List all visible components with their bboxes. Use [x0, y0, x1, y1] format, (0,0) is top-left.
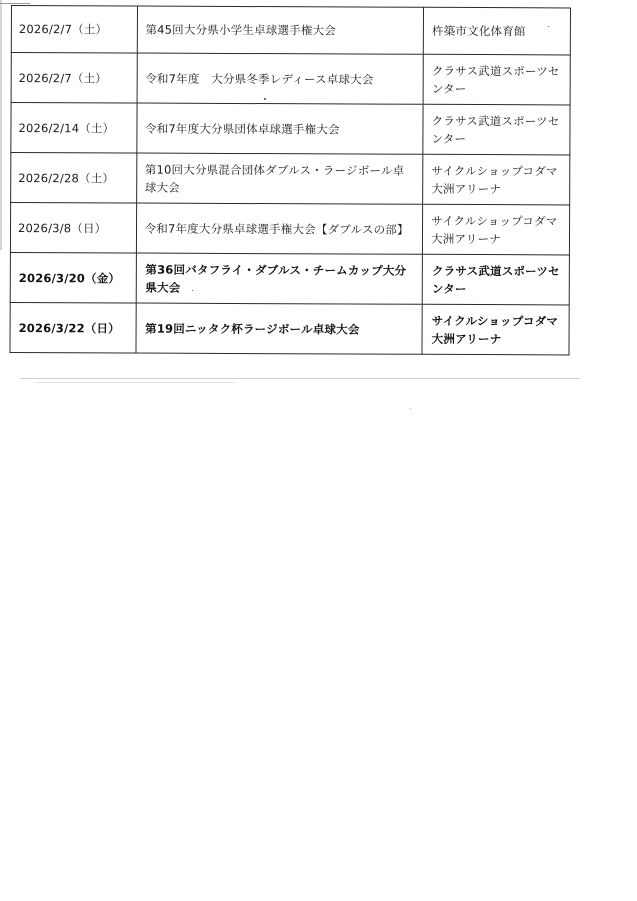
venue-cell: サイクルショップコダマ大洲アリーナ [423, 204, 570, 255]
event-cell: 令和7年度 大分県冬季レディース卓球大会 [137, 53, 424, 104]
table-row [11, 6, 570, 55]
date-cell: 2026/2/28（土） [11, 153, 137, 204]
scan-speck [548, 26, 549, 27]
tournament-schedule-table [9, 5, 571, 355]
venue-cell: クラサス武道スポーツセンター [423, 54, 570, 105]
scan-speck [410, 408, 411, 409]
venue-cell: サイクルショップコダマ大洲アリーナ [423, 154, 570, 205]
event-cell: 第36回バタフライ・ダブルス・チームカップ大分県大会 [137, 253, 424, 304]
event-cell: 第10回大分県混合団体ダブルス・ラージボール卓球大会 [136, 153, 423, 204]
table-row [10, 252, 569, 304]
scan-edge-shadow [0, 0, 2, 250]
venue-cell: サイクルショップコダマ大洲アリーナ [423, 304, 570, 355]
date-cell: 2026/3/20（金） [11, 253, 137, 304]
table-row [10, 302, 569, 354]
date-cell: 2026/2/14（土） [11, 103, 137, 154]
scan-speck [264, 98, 266, 100]
venue-cell: クラサス武道スポーツセンター [423, 104, 570, 155]
table-row [10, 203, 569, 255]
scan-artifact-line [0, 3, 30, 4]
table-row [11, 153, 570, 205]
event-cell: 令和7年度大分県団体卓球選手権大会 [136, 103, 423, 154]
date-cell: 2026/3/22（日） [11, 303, 137, 354]
date-cell: 2026/2/7（土） [11, 6, 137, 54]
venue-cell: 杵築市文化体育館 [423, 7, 570, 55]
scan-artifact-line [20, 378, 580, 379]
scan-artifact-line [35, 382, 235, 383]
event-cell: 第45回大分県小学生卓球選手権大会 [137, 6, 424, 54]
table-row [11, 103, 570, 155]
date-cell: 2026/3/8（日） [10, 203, 136, 254]
venue-cell: クラサス武道スポーツセンター [423, 254, 570, 305]
event-cell: 第19回ニッタク杯ラージボール卓球大会 [137, 303, 424, 354]
event-cell: 令和7年度大分県卓球選手権大会【ダブルスの部】 [136, 203, 423, 254]
table-row [11, 53, 570, 105]
date-cell: 2026/2/7（土） [11, 53, 137, 104]
scan-speck [192, 290, 193, 291]
